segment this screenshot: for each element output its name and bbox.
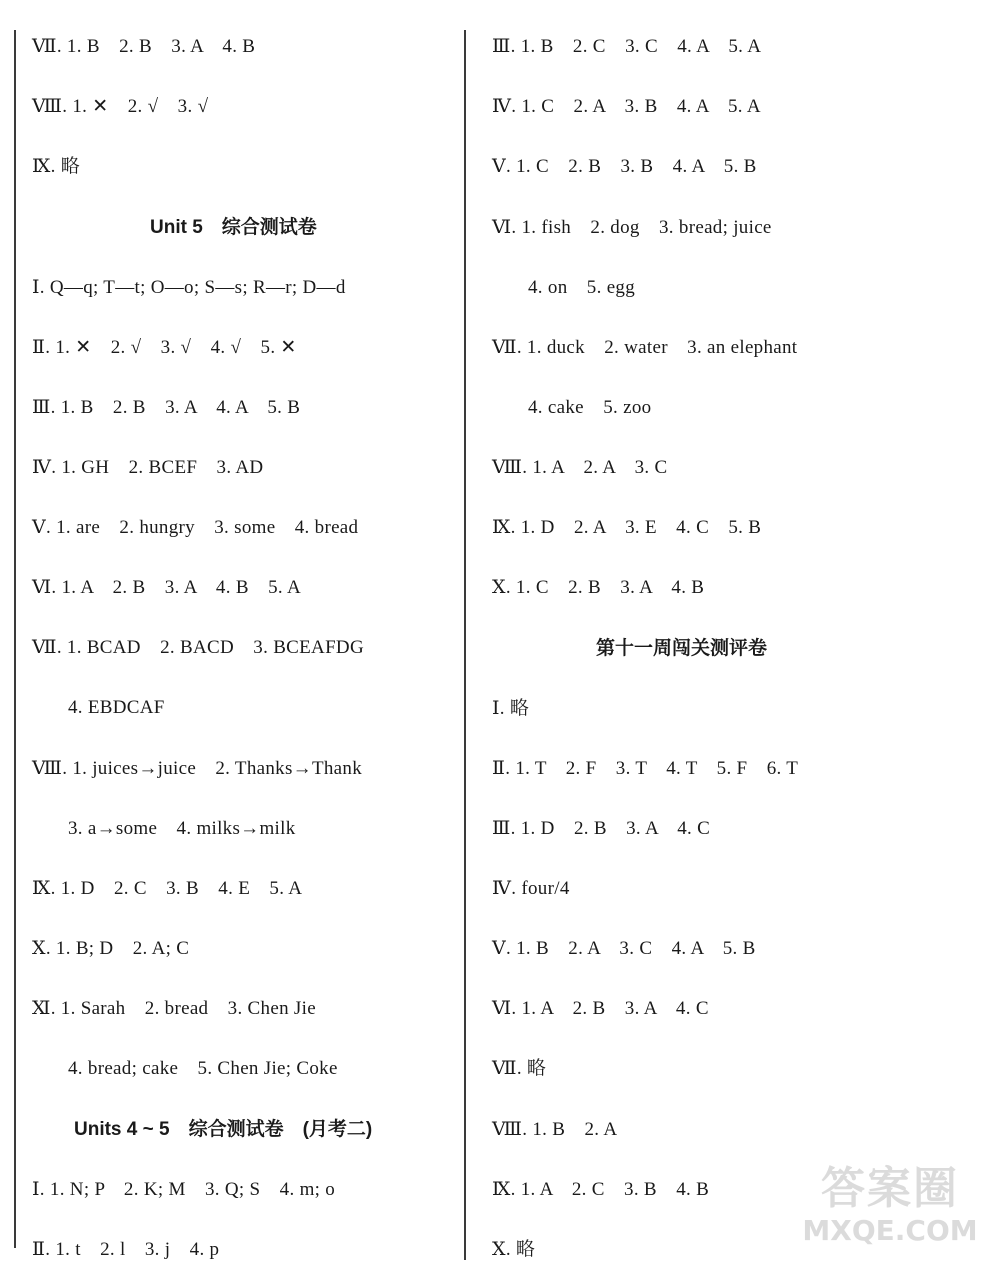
answer-line: Ⅱ. 1. ✕ 2. √ 3. √ 4. √ 5. ✕ — [32, 337, 297, 358]
answer-line: Ⅷ. 1. A 2. A 3. C — [492, 457, 668, 478]
answer-line: Ⅶ. 1. BCAD 2. BACD 3. BCEAFDG — [32, 637, 364, 658]
answer-line: Ⅺ. 1. Sarah 2. bread 3. Chen Jie — [32, 998, 316, 1019]
answer-line: Ⅸ. 1. D 2. A 3. E 4. C 5. B — [492, 517, 762, 538]
section-heading: 第十一周闯关测评卷 — [596, 638, 768, 659]
column-divider — [464, 30, 466, 1260]
answer-line: Ⅵ. 1. A 2. B 3. A 4. C — [492, 998, 709, 1019]
answer-line: Ⅹ. 1. B; D 2. A; C — [32, 938, 190, 959]
watermark — [790, 1152, 990, 1262]
answer-line: Ⅹ. 1. C 2. B 3. A 4. B — [492, 577, 705, 598]
answer-line: Ⅱ. 1. t 2. l 3. j 4. p — [32, 1239, 220, 1260]
section-heading: Units 4 ~ 5 综合测试卷 (月考二) — [74, 1119, 373, 1140]
answer-line: Ⅴ. 1. B 2. A 3. C 4. A 5. B — [492, 938, 756, 959]
answer-line: Ⅲ. 1. B 2. C 3. C 4. A 5. A — [492, 36, 762, 57]
answer-line: Ⅲ. 1. D 2. B 3. A 4. C — [492, 818, 711, 839]
answer-line: 3. a→some 4. milks→milk — [68, 818, 296, 839]
answer-line: Ⅰ. 1. N; P 2. K; M 3. Q; S 4. m; o — [32, 1179, 336, 1200]
answer-line: Ⅳ. 1. GH 2. BCEF 3. AD — [32, 457, 264, 478]
answer-line: 4. cake 5. zoo — [528, 397, 652, 418]
watermark-site: MXQE.COM — [802, 1214, 978, 1247]
answer-line: Ⅷ. 1. ✕ 2. √ 3. √ — [32, 96, 209, 117]
answer-line: Ⅳ. 1. C 2. A 3. B 4. A 5. A — [492, 96, 761, 117]
answer-line: Ⅸ. 1. A 2. C 3. B 4. B — [492, 1179, 710, 1200]
left-margin-rule — [14, 30, 16, 1248]
answer-line: Ⅰ. 略 — [492, 698, 530, 719]
answer-line: Ⅶ. 略 — [492, 1058, 547, 1079]
answer-line: 4. bread; cake 5. Chen Jie; Coke — [68, 1058, 338, 1079]
watermark-logo: 答案圈 — [821, 1163, 959, 1214]
answer-line: Ⅸ. 略 — [32, 156, 81, 177]
answer-line: Ⅶ. 1. duck 2. water 3. an elephant — [492, 337, 798, 358]
answer-line: Ⅵ. 1. fish 2. dog 3. bread; juice — [492, 217, 772, 238]
section-heading: Unit 5 综合测试卷 — [150, 217, 317, 238]
answer-line: Ⅵ. 1. A 2. B 3. A 4. B 5. A — [32, 577, 301, 598]
answer-line: Ⅲ. 1. B 2. B 3. A 4. A 5. B — [32, 397, 301, 418]
answer-line: Ⅸ. 1. D 2. C 3. B 4. E 5. A — [32, 878, 303, 899]
answer-line: Ⅴ. 1. C 2. B 3. B 4. A 5. B — [492, 156, 757, 177]
answer-line: Ⅳ. four/4 — [492, 878, 570, 899]
answer-line: 4. on 5. egg — [528, 277, 636, 298]
answer-line: Ⅷ. 1. juices→juice 2. Thanks→Thank — [32, 758, 362, 779]
answer-line: Ⅹ. 略 — [492, 1239, 536, 1260]
answer-line: Ⅶ. 1. B 2. B 3. A 4. B — [32, 36, 256, 57]
answer-line: Ⅰ. Q—q; T—t; O—o; S—s; R—r; D—d — [32, 277, 346, 298]
answer-line: Ⅴ. 1. are 2. hungry 3. some 4. bread — [32, 517, 359, 538]
answer-line: Ⅷ. 1. B 2. A — [492, 1119, 618, 1140]
answer-line: 4. EBDCAF — [68, 697, 165, 718]
answer-line: Ⅱ. 1. T 2. F 3. T 4. T 5. F 6. T — [492, 758, 799, 779]
